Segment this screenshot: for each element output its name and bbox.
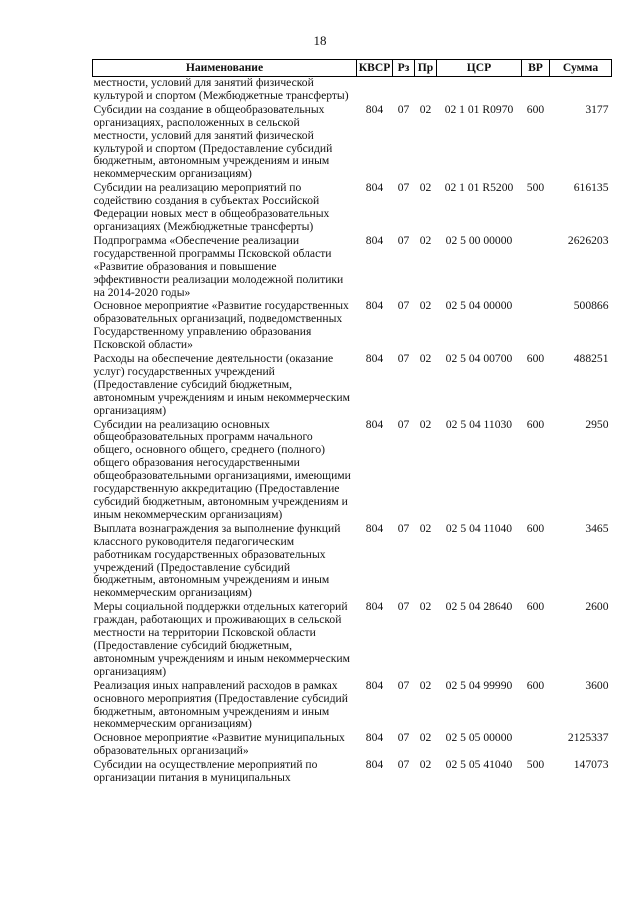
table-row xyxy=(93,419,612,523)
row-csr: 02 1 01 R0970 xyxy=(444,102,514,116)
row-rz: 07 xyxy=(397,731,410,745)
row-rz: 07 xyxy=(397,417,410,431)
row-rz xyxy=(393,77,415,104)
row-sum xyxy=(550,77,612,104)
table-row xyxy=(93,732,612,759)
header-pr: Пр xyxy=(415,60,437,77)
table-body xyxy=(93,77,612,786)
row-kvsr: 804 xyxy=(365,417,384,431)
row-name: Субсидии на реализацию основных общеобразовательных программ начального общего, основного общего, среднего (полного) общего образования негосударственными общеобразовательными организациями, имеющими государственную аккредитацию (Предоставление субсидий бюджетным, автономным учреждениям и иным некоммерческим организациям) xyxy=(93,417,351,521)
header-kvsr: КВСР xyxy=(357,60,393,77)
row-kvsr: 804 xyxy=(365,758,384,772)
table-header-row xyxy=(93,60,612,77)
row-pr: 02 xyxy=(419,299,432,313)
row-pr: 02 xyxy=(419,181,432,195)
row-name: Субсидии на осуществление мероприятий по организации питания в муниципальных xyxy=(93,758,318,785)
row-vr: 600 xyxy=(526,352,545,366)
row-sum: 2626203 xyxy=(567,233,609,247)
row-pr: 02 xyxy=(419,521,432,535)
budget-table xyxy=(92,59,612,786)
row-pr: 02 xyxy=(419,417,432,431)
row-kvsr: 804 xyxy=(365,299,384,313)
row-name: Субсидии на реализацию мероприятий по содействию создания в субъектах Российской Федерации новых мест в общеобразовательных организациях (Межбюджетные трансферты) xyxy=(93,181,330,233)
row-rz: 07 xyxy=(397,181,410,195)
row-csr: 02 1 01 R5200 xyxy=(444,181,514,195)
row-csr: 02 5 04 11030 xyxy=(445,417,513,431)
row-kvsr: 804 xyxy=(365,352,384,366)
table-row xyxy=(93,353,612,419)
row-pr: 02 xyxy=(419,102,432,116)
row-sum: 616135 xyxy=(573,181,609,195)
row-vr xyxy=(522,77,550,104)
row-vr xyxy=(522,732,550,759)
row-sum: 147073 xyxy=(573,758,609,772)
row-rz: 07 xyxy=(397,521,410,535)
table-row xyxy=(93,182,612,235)
row-sum: 2125337 xyxy=(567,731,609,745)
row-rz: 07 xyxy=(397,352,410,366)
row-rz: 07 xyxy=(397,233,410,247)
row-rz: 07 xyxy=(397,600,410,614)
row-name: Основное мероприятие «Развитие муниципальных образовательных организаций» xyxy=(93,731,345,758)
row-pr xyxy=(415,77,437,104)
row-sum: 2950 xyxy=(585,417,609,431)
row-kvsr: 804 xyxy=(365,600,384,614)
row-name: Выплата вознаграждения за выполнение функций классного руководителя педагогическим работникам государственных образовательных учреждений (Предоставление субсидий бюджетным, автономным учреждениям и иным некоммерческим организациям) xyxy=(93,521,341,600)
row-csr: 02 5 00 00000 xyxy=(445,233,513,247)
table-row xyxy=(93,601,612,679)
row-csr: 02 5 05 00000 xyxy=(445,731,513,745)
row-kvsr: 804 xyxy=(365,102,384,116)
row-pr: 02 xyxy=(419,758,432,772)
row-csr: 02 5 05 41040 xyxy=(445,758,513,772)
row-kvsr: 804 xyxy=(365,731,384,745)
row-rz: 07 xyxy=(397,102,410,116)
row-rz: 07 xyxy=(397,299,410,313)
row-kvsr xyxy=(357,77,393,104)
row-vr: 500 xyxy=(526,758,545,772)
row-pr: 02 xyxy=(419,731,432,745)
row-sum: 2600 xyxy=(585,600,609,614)
row-vr xyxy=(522,300,550,353)
row-vr xyxy=(522,235,550,301)
row-name: Меры социальной поддержки отдельных категорий граждан, работающих и проживающих в сельской местности на территории Псковской области (Предоставление субсидий бюджетным, автономным учреждениям и иным некоммерческим организациям) xyxy=(93,600,350,678)
table-row xyxy=(93,300,612,353)
header-rz: Рз xyxy=(393,60,415,77)
row-rz: 07 xyxy=(397,678,410,692)
row-pr: 02 xyxy=(419,233,432,247)
row-pr: 02 xyxy=(419,678,432,692)
row-pr: 02 xyxy=(419,600,432,614)
row-sum: 3465 xyxy=(585,521,609,535)
row-sum: 3177 xyxy=(585,102,609,116)
row-sum: 488251 xyxy=(573,352,609,366)
row-csr xyxy=(437,77,522,104)
row-csr: 02 5 04 11040 xyxy=(445,521,513,535)
row-name: Субсидии на создание в общеобразовательных организациях, расположенных в сельской местности, условий для занятий физической культурой и спортом (Предоставление субсидий бюджетным, автономным учреждениям и иным некоммерческим организациям) xyxy=(93,102,333,181)
header-name: Наименование xyxy=(93,60,357,77)
row-csr: 02 5 04 00000 xyxy=(445,299,513,313)
table-row xyxy=(93,77,612,104)
row-kvsr: 804 xyxy=(365,678,384,692)
row-vr: 600 xyxy=(526,417,545,431)
page-number: 18 xyxy=(313,33,327,48)
row-name: Основное мероприятие «Развитие государственных образовательных организаций, подведомственных Государственному управлению образования Псковской области» xyxy=(93,299,349,352)
table-row xyxy=(93,680,612,733)
row-sum: 500866 xyxy=(573,299,609,313)
header-sum: Сумма xyxy=(550,60,612,77)
row-vr: 600 xyxy=(526,678,545,692)
row-csr: 02 5 04 00700 xyxy=(445,352,513,366)
row-name: Подпрограмма «Обеспечение реализации государственной программы Псковской области «Развитие образования и повышение эффективности реализации молодежной политики на 2014-2020 годы» xyxy=(93,233,344,299)
table-row xyxy=(93,104,612,182)
row-vr: 600 xyxy=(526,102,545,116)
row-sum: 3600 xyxy=(585,678,609,692)
row-vr: 600 xyxy=(526,600,545,614)
row-vr: 600 xyxy=(526,521,545,535)
row-kvsr: 804 xyxy=(365,521,384,535)
row-csr: 02 5 04 99990 xyxy=(445,678,513,692)
row-name: Реализация иных направлений расходов в рамках основного мероприятия (Предоставление субсидий бюджетным, автономным учреждениям и иным некоммерческим организациям) xyxy=(93,678,348,731)
table-row xyxy=(93,523,612,601)
row-name: Расходы на обеспечение деятельности (оказание услуг) государственных учреждений (Предоставление субсидий бюджетным, автономным учреждениям и иным некоммерческим организациям) xyxy=(93,352,350,417)
table-row xyxy=(93,235,612,301)
row-vr: 500 xyxy=(526,181,545,195)
row-name: местности, условий для занятий физической культурой и спортом (Межбюджетные трансферты) xyxy=(93,76,349,102)
header-vr: ВР xyxy=(522,60,550,77)
header-csr: ЦСР xyxy=(437,60,522,77)
row-kvsr: 804 xyxy=(365,233,384,247)
row-csr: 02 5 04 28640 xyxy=(445,600,513,614)
row-kvsr: 804 xyxy=(365,181,384,195)
row-pr: 02 xyxy=(419,352,432,366)
row-rz: 07 xyxy=(397,758,410,772)
table-row xyxy=(93,759,612,786)
